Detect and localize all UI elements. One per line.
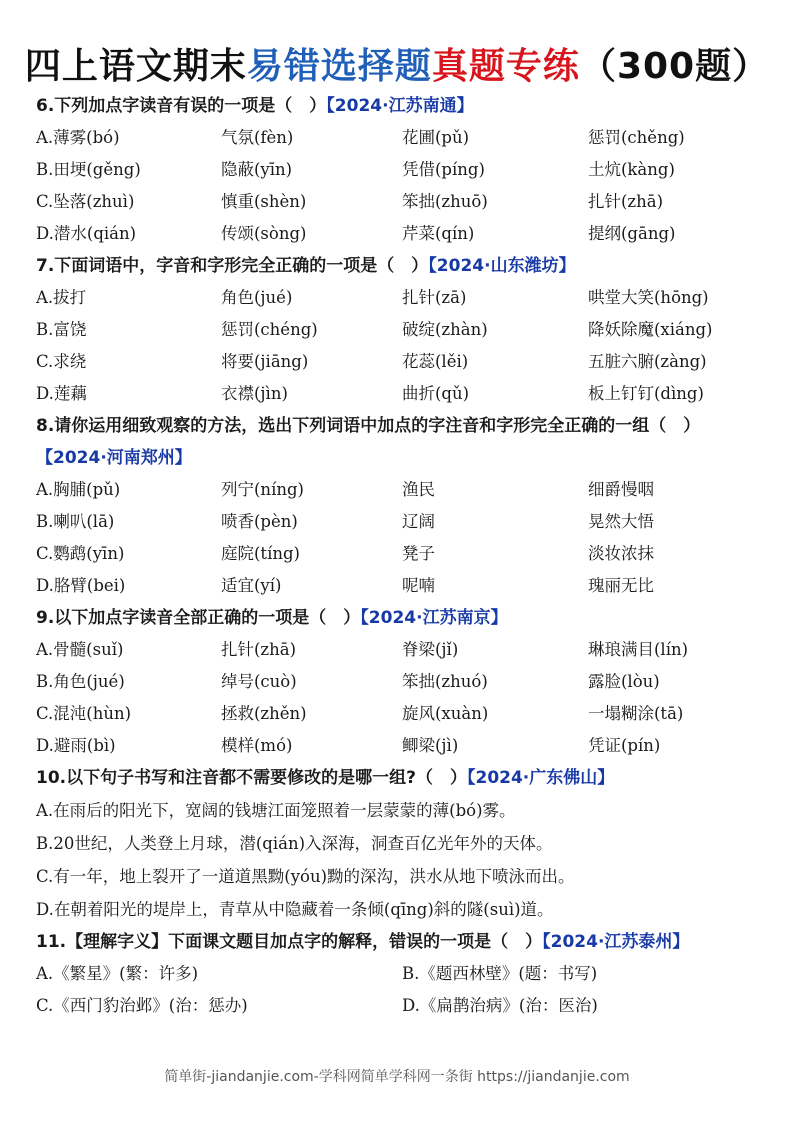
option-cell: C.混沌(hùn) (36, 704, 132, 723)
title-part-4: （300题） (579, 46, 770, 87)
option-cell: 慎重(shèn) (221, 192, 307, 211)
option-cell: D.潜水(qián) (36, 224, 137, 243)
option-cell: D.胳臂(bei) (36, 576, 126, 595)
question-11-heading (36, 926, 756, 958)
option-cell: A.胸脯(pǔ) (36, 480, 121, 499)
question-8-text: 8.请你运用细致观察的方法，选出下列词语中加点的字注音和字形完全正确的一组（ ） (36, 416, 701, 436)
sentence-option: B.20世纪，人类登上月球，潜(qián)入深海，洞查百亿光年外的天体。 (36, 834, 553, 853)
option-cell: B.《题西林壁》(题：书写) (402, 964, 598, 983)
question-10-heading (36, 762, 756, 794)
option-cell: 将要(jiāng) (221, 352, 309, 371)
question-6-text: 6.下列加点字读音有误的一项是（ ） (36, 96, 327, 116)
option-cell: 降妖除魔(xiáng) (588, 320, 713, 339)
option-cell: 绰号(cuò) (221, 672, 297, 691)
option-cell: 凭证(pín) (588, 736, 661, 755)
question-6-heading (36, 90, 756, 122)
option-cell: D.避雨(bì) (36, 736, 116, 755)
option-row (36, 186, 756, 218)
option-cell: 列宁(níng) (221, 480, 304, 499)
option-cell: 传颂(sòng) (221, 224, 307, 243)
option-cell: 芹菜(qín) (402, 224, 475, 243)
footer-watermark: 简单街-jiandanjie.com-学科网简单学科网一条街 https://jiandanjie.com (164, 1069, 630, 1085)
option-row (36, 474, 756, 506)
option-cell: 气氛(fèn) (221, 128, 294, 147)
title-part-2: 易错选择题 (246, 46, 432, 87)
option-cell: 脊梁(jǐ) (402, 640, 459, 659)
option-cell: 辽阔 (402, 512, 435, 531)
option-cell: 曲折(qǔ) (402, 384, 470, 403)
option-row (36, 538, 756, 570)
option-cell: 一塌糊涂(tā) (588, 704, 684, 723)
question-10-source: 【2024·广东佛山】 (466, 768, 615, 788)
option-cell: B.角色(jué) (36, 672, 125, 691)
page-title (0, 38, 794, 89)
option-row (36, 314, 756, 346)
option-cell: 模样(mó) (221, 736, 293, 755)
option-cell: 喷香(pèn) (221, 512, 298, 531)
option-cell: 扎针(zhā) (221, 640, 297, 659)
option-cell: B.喇叭(lā) (36, 512, 115, 531)
option-cell: B.田埂(gěng) (36, 160, 141, 179)
option-cell: 五脏六腑(zàng) (588, 352, 707, 371)
option-cell: 板上钉钉(dìng) (588, 384, 704, 403)
option-cell: C.求绕 (36, 352, 87, 371)
option-cell: 隐蔽(yīn) (221, 160, 293, 179)
option-cell: B.富饶 (36, 320, 87, 339)
option-row (36, 346, 756, 378)
question-7-heading (36, 250, 756, 282)
option-cell: 呢喃 (402, 576, 435, 595)
option-row (36, 730, 756, 762)
option-cell: 扎针(zhā) (588, 192, 664, 211)
option-row (36, 634, 756, 666)
option-cell: 晃然大悟 (588, 512, 654, 531)
option-cell: A.《繁星》(繁：许多) (36, 964, 199, 983)
question-list (36, 90, 756, 1022)
option-cell: 惩罚(chéng) (221, 320, 318, 339)
option-cell: A.拔打 (36, 288, 87, 307)
question-7-source: 【2024·山东潍坊】 (428, 256, 576, 276)
question-8-source: 【2024·河南郑州】 (36, 448, 192, 468)
option-row (36, 122, 756, 154)
option-row (36, 666, 756, 698)
option-cell: C.《西门豹治邺》(治：惩办) (36, 996, 248, 1015)
option-row (36, 958, 756, 990)
option-cell: 凭借(píng) (402, 160, 485, 179)
question-8-heading (36, 410, 756, 474)
question-10-text: 10.以下句子书写和注音都不需要修改的是哪一组?（ ） (36, 768, 467, 788)
sentence-option: A.在雨后的阳光下，宽阔的钱塘江面笼照着一层蒙蒙的薄(bó)雾。 (36, 801, 516, 820)
option-row (36, 282, 756, 314)
question-6-source: 【2024·江苏南通】 (326, 96, 474, 116)
option-cell: 土炕(kàng) (588, 160, 675, 179)
option-cell: 笨拙(zhuō) (402, 192, 488, 211)
option-cell: 旋风(xuàn) (402, 704, 489, 723)
option-row (36, 378, 756, 410)
sentence-option: C.有一年，地上裂开了一道道黑黝(yóu)黝的深沟，洪水从地下喷泳而出。 (36, 867, 575, 886)
option-row (36, 570, 756, 602)
option-cell: D.《扁鹊治病》(治：医治) (402, 996, 598, 1015)
option-cell: 花圃(pǔ) (402, 128, 470, 147)
option-cell: 花蕊(lěi) (402, 352, 469, 371)
option-cell: 细爵慢咽 (588, 480, 654, 499)
option-cell: 渔民 (402, 480, 435, 499)
option-cell: 庭院(tíng) (221, 544, 300, 563)
option-row (36, 698, 756, 730)
option-cell: 瑰丽无比 (588, 576, 654, 595)
option-row (36, 218, 756, 250)
option-cell: C.鹦鹉(yīn) (36, 544, 125, 563)
option-cell: D.莲藕 (36, 384, 87, 403)
option-row (36, 506, 756, 538)
option-cell: 提纲(gāng) (588, 224, 676, 243)
option-cell: 淡妆浓抹 (588, 544, 654, 563)
question-11-source: 【2024·江苏泰州】 (542, 932, 690, 952)
title-part-1: 四上语文期末 (24, 46, 247, 87)
option-cell: A.薄雾(bó) (36, 128, 120, 147)
question-7-text: 7.下面词语中，字音和字形完全正确的一项是（ ） (36, 256, 429, 276)
option-row (36, 154, 756, 186)
question-9-source: 【2024·江苏南京】 (360, 608, 508, 628)
option-cell: A.骨髓(suǐ) (36, 640, 124, 659)
option-cell: 凳子 (402, 544, 435, 563)
option-cell: 琳琅满目(lín) (588, 640, 689, 659)
question-9-heading (36, 602, 756, 634)
option-cell: 鲫梁(jì) (402, 736, 459, 755)
question-9-text: 9.以下加点字读音全部正确的一项是（ ） (36, 608, 361, 628)
option-cell: 哄堂大笑(hōng) (588, 288, 709, 307)
option-cell: C.坠落(zhuì) (36, 192, 135, 211)
option-cell: 适宜(yí) (221, 576, 282, 595)
question-11-text: 11.【理解字义】下面课文题目加点字的解释，错误的一项是（ ） (36, 932, 543, 952)
title-part-3: 真题专练 (431, 46, 580, 87)
option-cell: 惩罚(chěng) (588, 128, 685, 147)
option-cell: 露脸(lòu) (588, 672, 660, 691)
sentence-option: D.在朝着阳光的堤岸上，青草从中隐藏着一条倾(qīng)斜的隧(suì)道。 (36, 900, 554, 919)
option-row (36, 990, 756, 1022)
option-cell: 破绽(zhàn) (402, 320, 488, 339)
option-cell: 拯救(zhěn) (221, 704, 307, 723)
option-cell: 角色(jué) (221, 288, 293, 307)
option-cell: 衣襟(jìn) (221, 384, 288, 403)
option-cell: 笨拙(zhuó) (402, 672, 488, 691)
option-cell: 扎针(zā) (402, 288, 467, 307)
